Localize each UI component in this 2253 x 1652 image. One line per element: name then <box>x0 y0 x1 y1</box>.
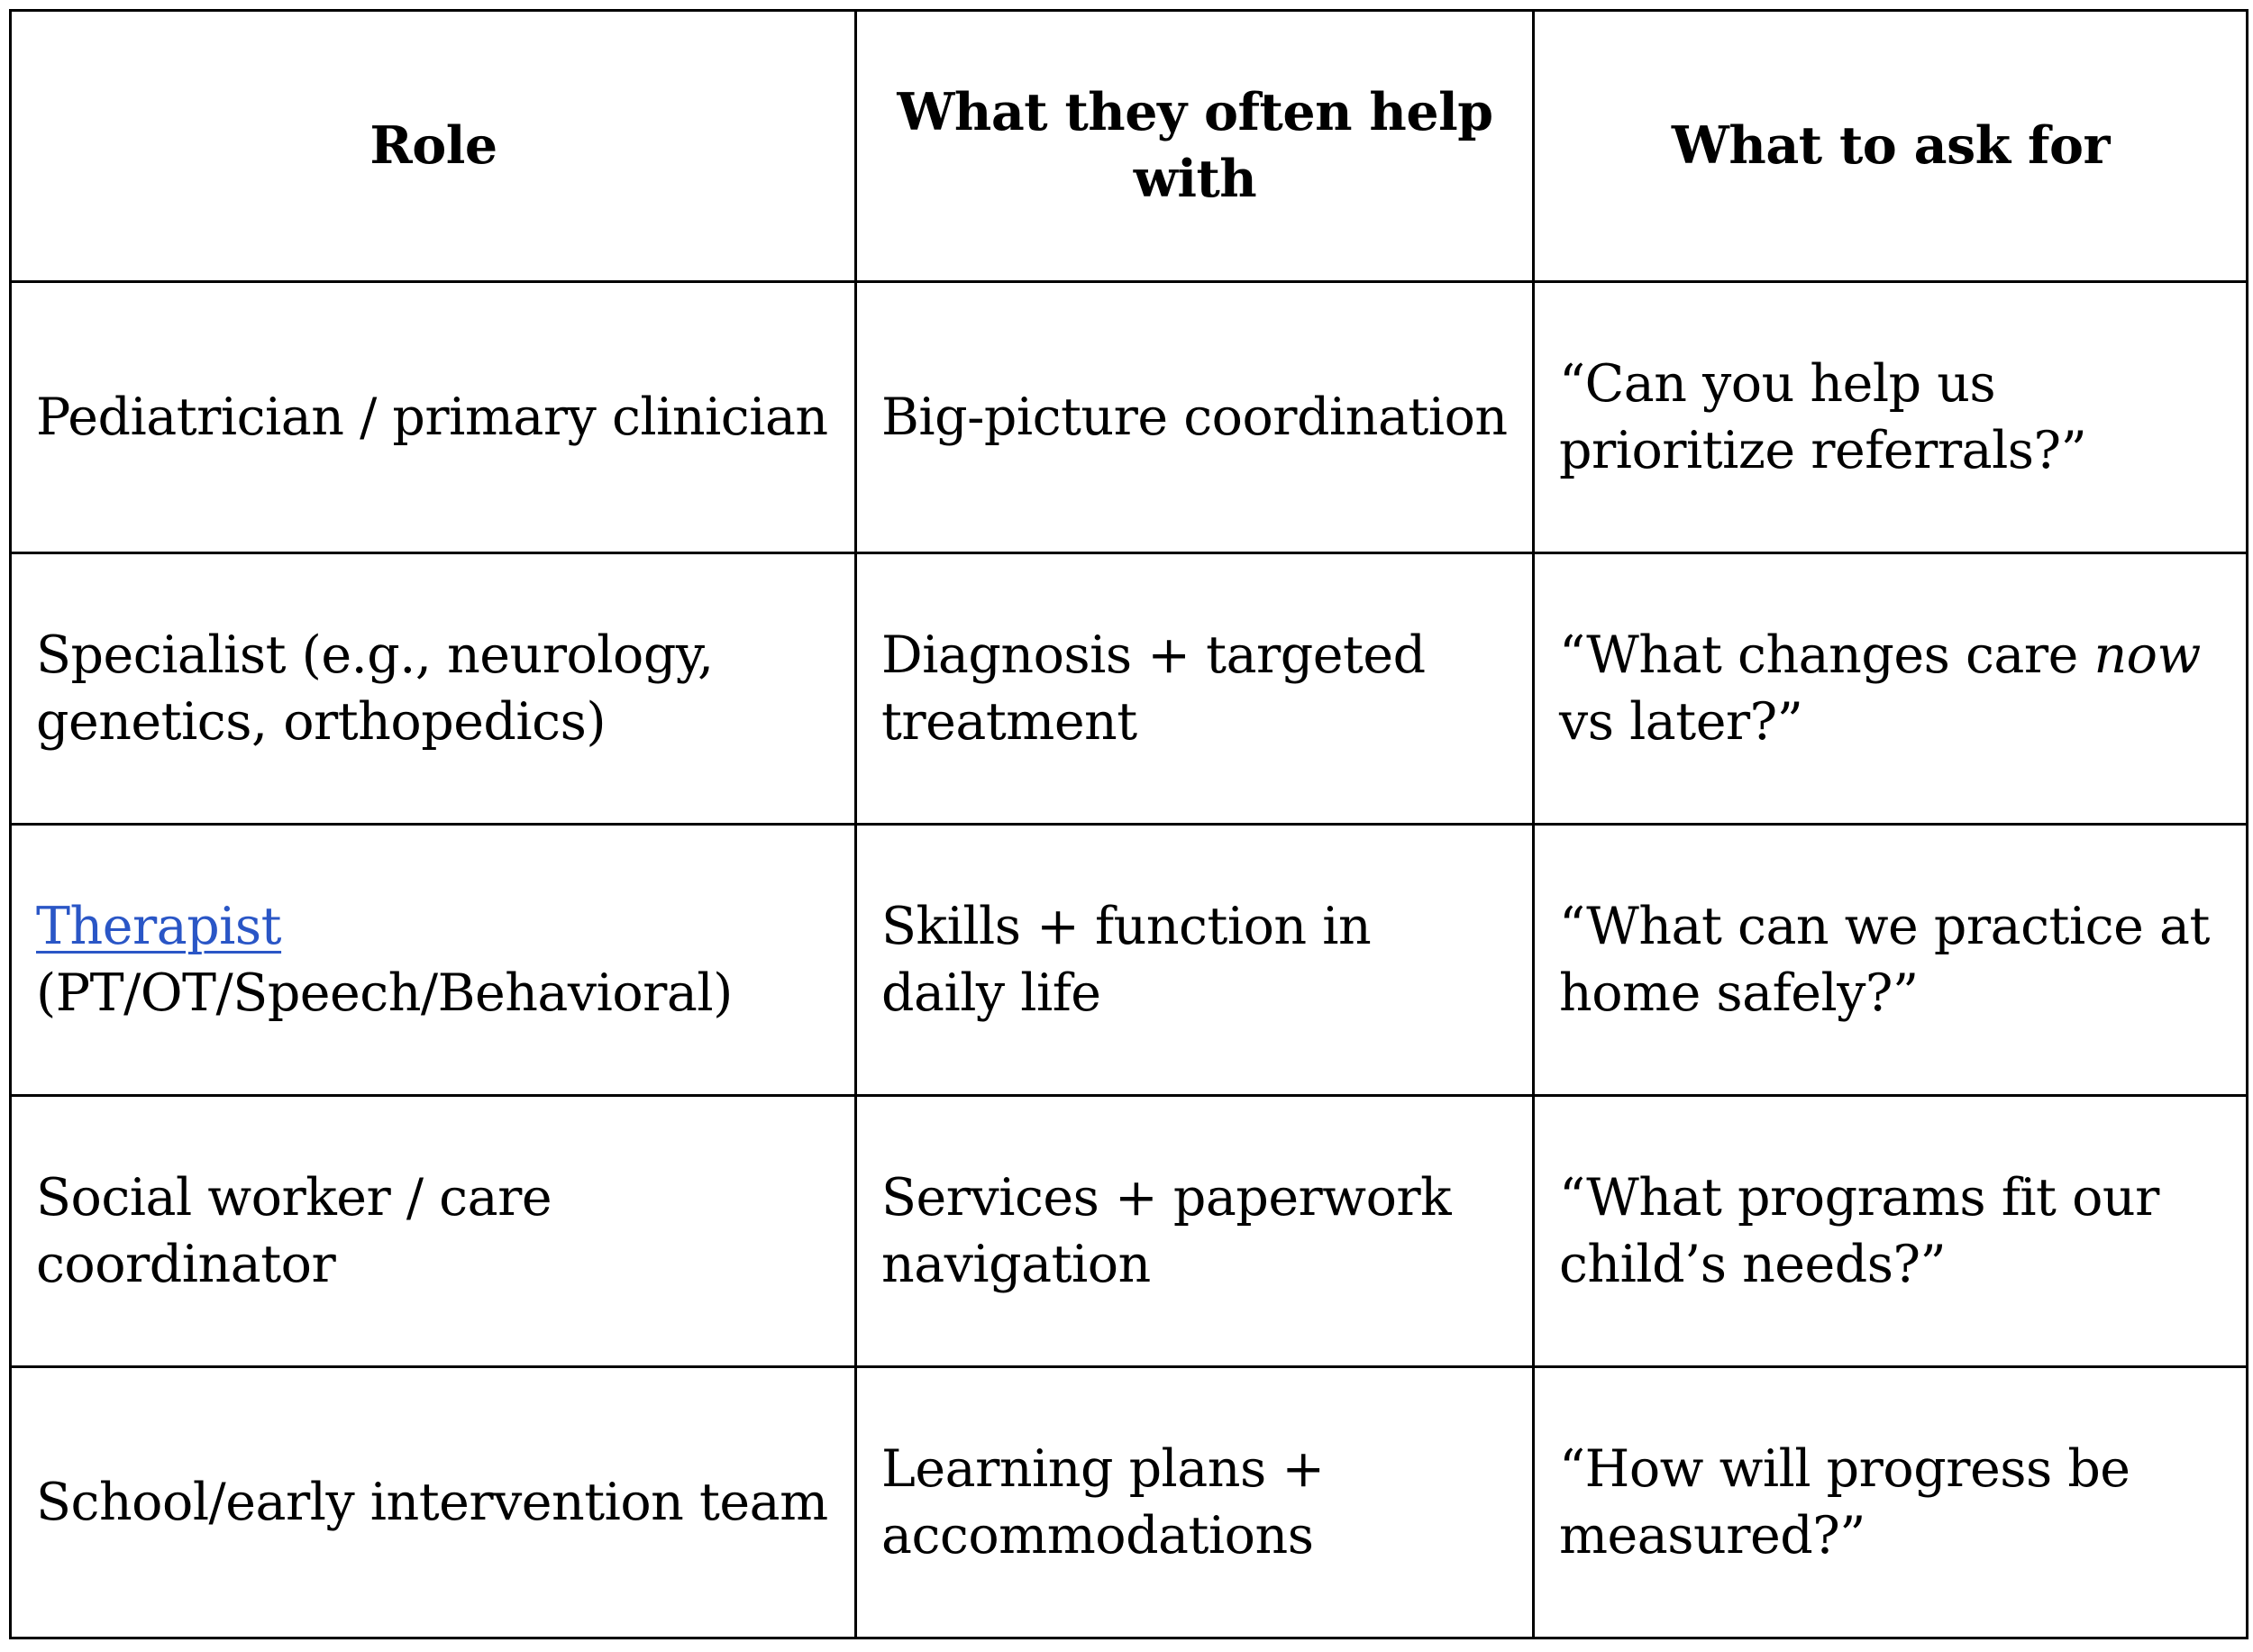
help-cell: Services + paperwork navigation <box>856 1096 1534 1367</box>
header-help: What they often help with <box>856 11 1534 282</box>
header-row <box>11 11 2248 282</box>
ask-text: “What changes care <box>1559 625 2094 685</box>
role-cell: Pediatrician / primary clinician <box>11 282 856 553</box>
ask-cell: “What can we practice at home safely?” <box>1534 825 2248 1096</box>
ask-cell: “Can you help us prioritize referrals?” <box>1534 282 2248 553</box>
help-cell: Skills + function in daily life <box>856 825 1534 1096</box>
role-cell: Specialist (e.g., neurology, genetics, orthopedics) <box>11 553 856 825</box>
role-cell <box>11 825 856 1096</box>
help-cell: Learning plans + accommodations <box>856 1367 1534 1638</box>
header-ask: What to ask for <box>1534 11 2248 282</box>
therapist-link[interactable]: Therapist <box>36 897 282 956</box>
ask-emphasis: now <box>2093 625 2201 685</box>
role-cell: School/early intervention team <box>11 1367 856 1638</box>
table-row <box>11 1367 2248 1638</box>
ask-cell <box>1534 553 2248 825</box>
table-row <box>11 282 2248 553</box>
table-row <box>11 553 2248 825</box>
help-cell: Diagnosis + targeted treatment <box>856 553 1534 825</box>
help-cell: Big-picture coordination <box>856 282 1534 553</box>
ask-text: vs later?” <box>1559 692 1803 752</box>
care-team-table <box>9 9 2248 1639</box>
ask-cell: “What programs fit our child’s needs?” <box>1534 1096 2248 1367</box>
ask-cell: “How will progress be measured?” <box>1534 1367 2248 1638</box>
role-cell: Social worker / care coordinator <box>11 1096 856 1367</box>
role-text: (PT/OT/Speech/Behavioral) <box>36 963 733 1023</box>
table-row <box>11 1096 2248 1367</box>
table-row <box>11 825 2248 1096</box>
header-role: Role <box>11 11 856 282</box>
